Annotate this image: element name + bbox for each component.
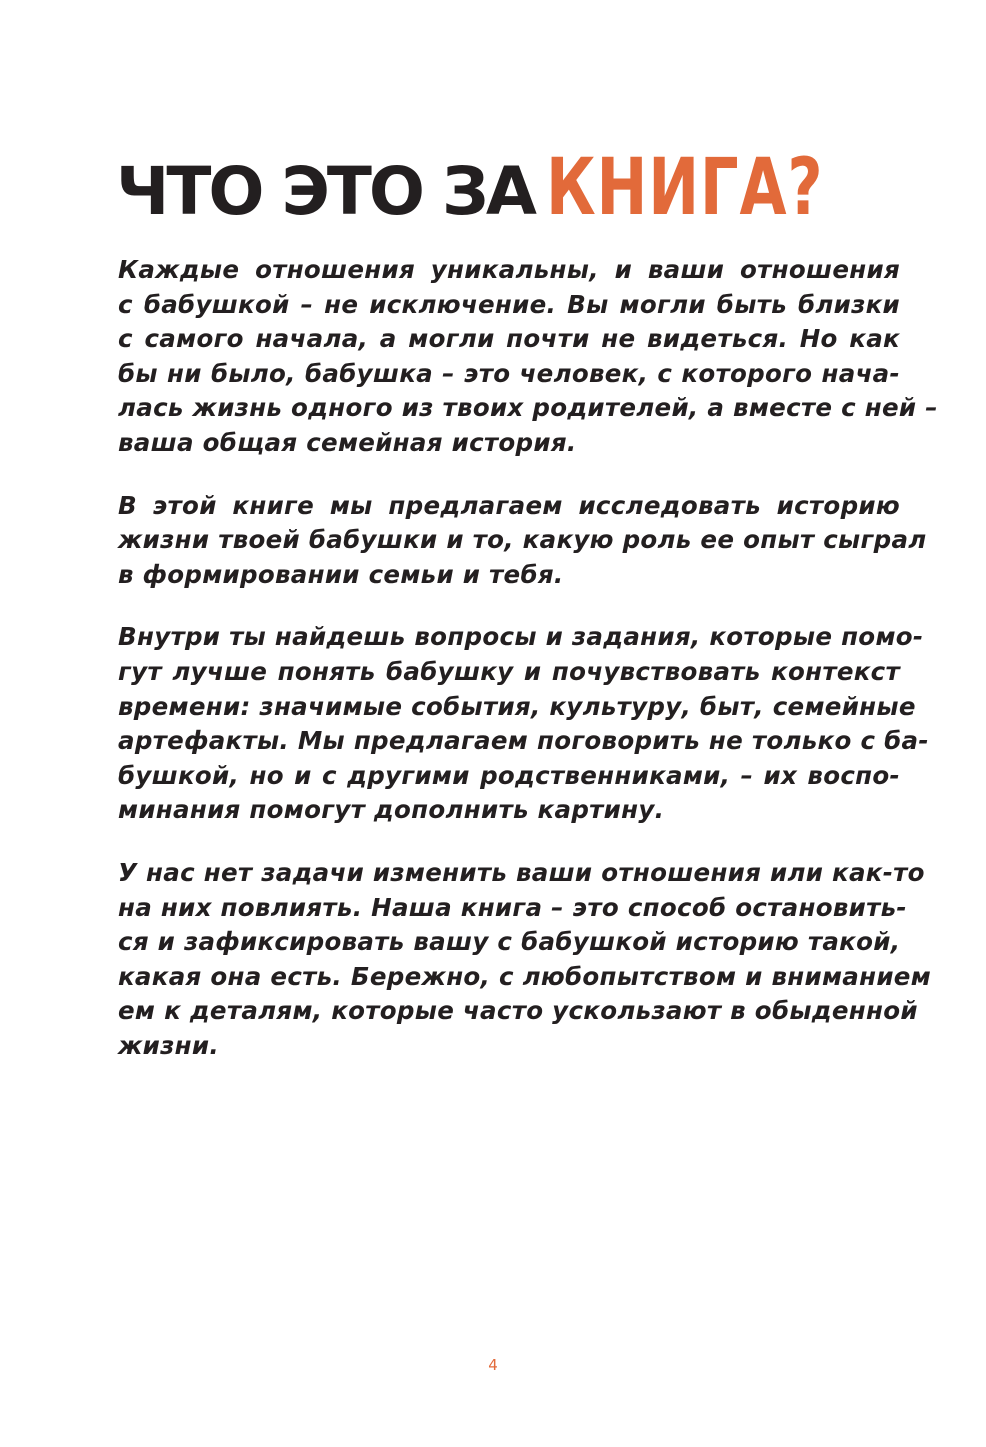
page-title	[116, 138, 896, 238]
text-line: с бабушкой – не исключение. Вы могли быть близки	[118, 289, 900, 319]
text-line: ся и зафиксировать вашу с бабушкой историю такой,	[118, 927, 901, 957]
text-line: В этой книге мы предлагаем исследовать историю	[118, 490, 900, 520]
page-number: 4	[488, 1356, 498, 1374]
text-line: лась жизнь одного из твоих родителей, а вместе с ней –	[118, 393, 938, 423]
title-prefix: ЧТО ЭТО ЗА	[116, 153, 534, 230]
text-line: артефакты. Мы предлагаем поговорить не только с ба-	[118, 726, 929, 756]
paragraph-4	[118, 856, 932, 1064]
text-line: в формировании семьи и тебя.	[118, 559, 564, 589]
text-line: времени: значимые события, культуру, быт, семейные	[118, 691, 916, 721]
text-line: бушкой, но и с другими родственниками, – их воспо-	[118, 760, 900, 790]
paragraph-2	[118, 489, 927, 593]
text-line: жизни твоей бабушки и то, какую роль ее опыт сыграл	[118, 525, 927, 555]
text-line: гут лучше понять бабушку и почувствовать контекст	[118, 656, 900, 686]
text-line: Внутри ты найдешь вопросы и задания, которые помо-	[118, 622, 924, 652]
text-line: какая она есть. Бережно, с любопытством и вниманием	[118, 961, 932, 991]
text-line: с самого начала, а могли почти не видеться. Но как	[118, 324, 900, 354]
paragraph-3	[118, 620, 929, 828]
paragraph-1	[118, 253, 938, 461]
text-line: минания помогут дополнить картину.	[118, 795, 665, 825]
body-text	[118, 253, 938, 1091]
text-line: У нас нет задачи изменить ваши отношения или как-то	[118, 857, 925, 887]
text-line: на них повлиять. Наша книга – это способ остановить-	[118, 892, 907, 922]
text-line: ваша общая семейная история.	[118, 427, 577, 457]
text-line: жизни.	[118, 1030, 219, 1060]
text-line: Каждые отношения уникальны, и ваши отношения	[118, 255, 900, 284]
text-line: ем к деталям, которые часто ускользают в обыденной	[118, 996, 918, 1026]
text-line: бы ни было, бабушка – это человек, с которого нача-	[118, 358, 900, 388]
title-accent-word: КНИГА?	[545, 143, 824, 233]
